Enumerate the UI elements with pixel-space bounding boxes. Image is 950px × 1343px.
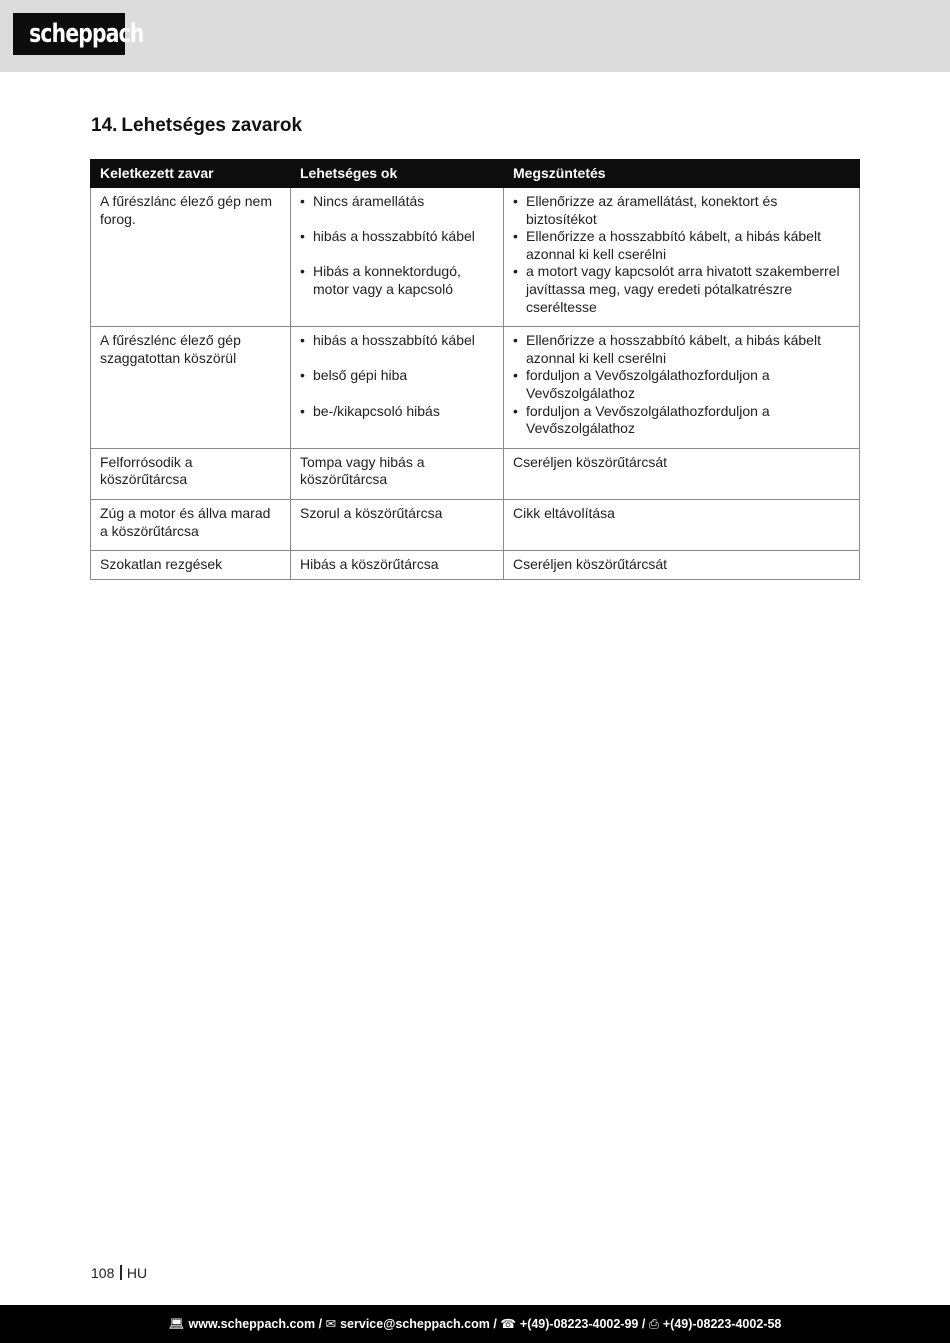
header-remedy: Megszüntetés bbox=[504, 160, 860, 188]
section-title: Lehetséges zavarok bbox=[121, 115, 303, 136]
troubleshooting-table bbox=[90, 159, 860, 580]
fault-cell: Zúg a motor és állva marad a köszörűtárcsa bbox=[91, 499, 291, 550]
list-item: • Ellenőrizze a hosszabbító kábelt, a hibás kábelt azonnal ki kell cserélni bbox=[513, 332, 851, 367]
scheppach-logo: scheppach bbox=[13, 13, 125, 55]
footer-separator: / bbox=[641, 1317, 646, 1331]
remedy-cell: Cseréljen köszörűtárcsát bbox=[504, 551, 860, 580]
table-row bbox=[91, 499, 860, 550]
table-row bbox=[91, 327, 860, 449]
footer-separator: / bbox=[318, 1317, 323, 1331]
contact-footer bbox=[0, 1305, 950, 1343]
list-item: • Hibás a konnektordugó, motor vagy a kapcsoló bbox=[300, 263, 495, 298]
page-language: HU bbox=[126, 1265, 148, 1281]
remedy-cell bbox=[504, 327, 860, 449]
list-item: • hibás a hosszabbító kábel bbox=[300, 332, 495, 350]
header-fault: Keletkezett zavar bbox=[91, 160, 291, 188]
remedy-cell: Cseréljen köszörűtárcsát bbox=[504, 448, 860, 499]
cause-cell bbox=[291, 327, 504, 449]
page-number: 108 bbox=[91, 1265, 115, 1281]
list-item: • forduljon a Vevőszolgálathozforduljon a Vevőszolgálathoz bbox=[513, 403, 851, 438]
footer-website[interactable]: www.scheppach.com bbox=[188, 1317, 316, 1331]
list-item: • forduljon a Vevőszolgálathozforduljon a Vevőszolgálathoz bbox=[513, 367, 851, 402]
table-row bbox=[91, 551, 860, 580]
cause-list bbox=[300, 332, 495, 420]
cause-cell: Tompa vagy hibás a köszörűtárcsa bbox=[291, 448, 504, 499]
mail-icon: ✉ bbox=[325, 1317, 337, 1331]
table-row bbox=[91, 188, 860, 327]
remedy-list bbox=[513, 332, 851, 438]
footer-separator: / bbox=[493, 1317, 497, 1331]
header-bar bbox=[0, 0, 950, 72]
table-header-row bbox=[91, 160, 860, 188]
list-item: • Ellenőrizze az áramellátást, konektort és biztosítékot bbox=[513, 193, 851, 228]
page-footer-label bbox=[91, 1265, 147, 1281]
remedy-list bbox=[513, 193, 851, 316]
cause-cell: Szorul a köszörűtárcsa bbox=[291, 499, 504, 550]
fax-icon: ⎙ bbox=[648, 1317, 659, 1331]
cause-cell: Hibás a köszörűtárcsa bbox=[291, 551, 504, 580]
list-item: • a motort vagy kapcsolót arra hivatott szakemberrel javíttassa meg, vagy eredeti pótalkatrészre cseréltesse bbox=[513, 263, 851, 316]
fault-cell: Szokatlan rezgések bbox=[91, 551, 291, 580]
list-item: • Ellenőrizze a hosszabbító kábelt, a hibás kábelt azonnal ki kell cserélni bbox=[513, 228, 851, 263]
section-heading bbox=[91, 115, 302, 137]
computer-icon: 💻︎ bbox=[168, 1317, 185, 1331]
cause-list bbox=[300, 193, 495, 299]
fault-cell: Felforrósodik a köszörűtárcsa bbox=[91, 448, 291, 499]
cause-cell bbox=[291, 188, 504, 327]
list-item: • hibás a hosszabbító kábel bbox=[300, 228, 495, 246]
header-cause: Lehetséges ok bbox=[291, 160, 504, 188]
footer-email[interactable]: service@scheppach.com bbox=[340, 1317, 490, 1331]
footer-phone: +(49)-08223-4002-99 bbox=[519, 1317, 639, 1331]
table-row bbox=[91, 448, 860, 499]
phone-icon: ☎ bbox=[500, 1317, 516, 1331]
remedy-cell bbox=[504, 188, 860, 327]
list-item: • be-/kikapcsoló hibás bbox=[300, 403, 495, 421]
remedy-cell: Cikk eltávolítása bbox=[504, 499, 860, 550]
list-item: • Nincs áramellátás bbox=[300, 193, 495, 211]
fault-cell: A fűrészlénc élező gép szaggatottan köszörül bbox=[91, 327, 291, 449]
list-item: • belső gépi hiba bbox=[300, 367, 495, 385]
fault-cell: A fűrészlánc élező gép nem forog. bbox=[91, 188, 291, 327]
footer-fax: +(49)-08223-4002-58 bbox=[662, 1317, 782, 1331]
section-number: 14. bbox=[91, 115, 118, 136]
divider bbox=[120, 1265, 122, 1280]
